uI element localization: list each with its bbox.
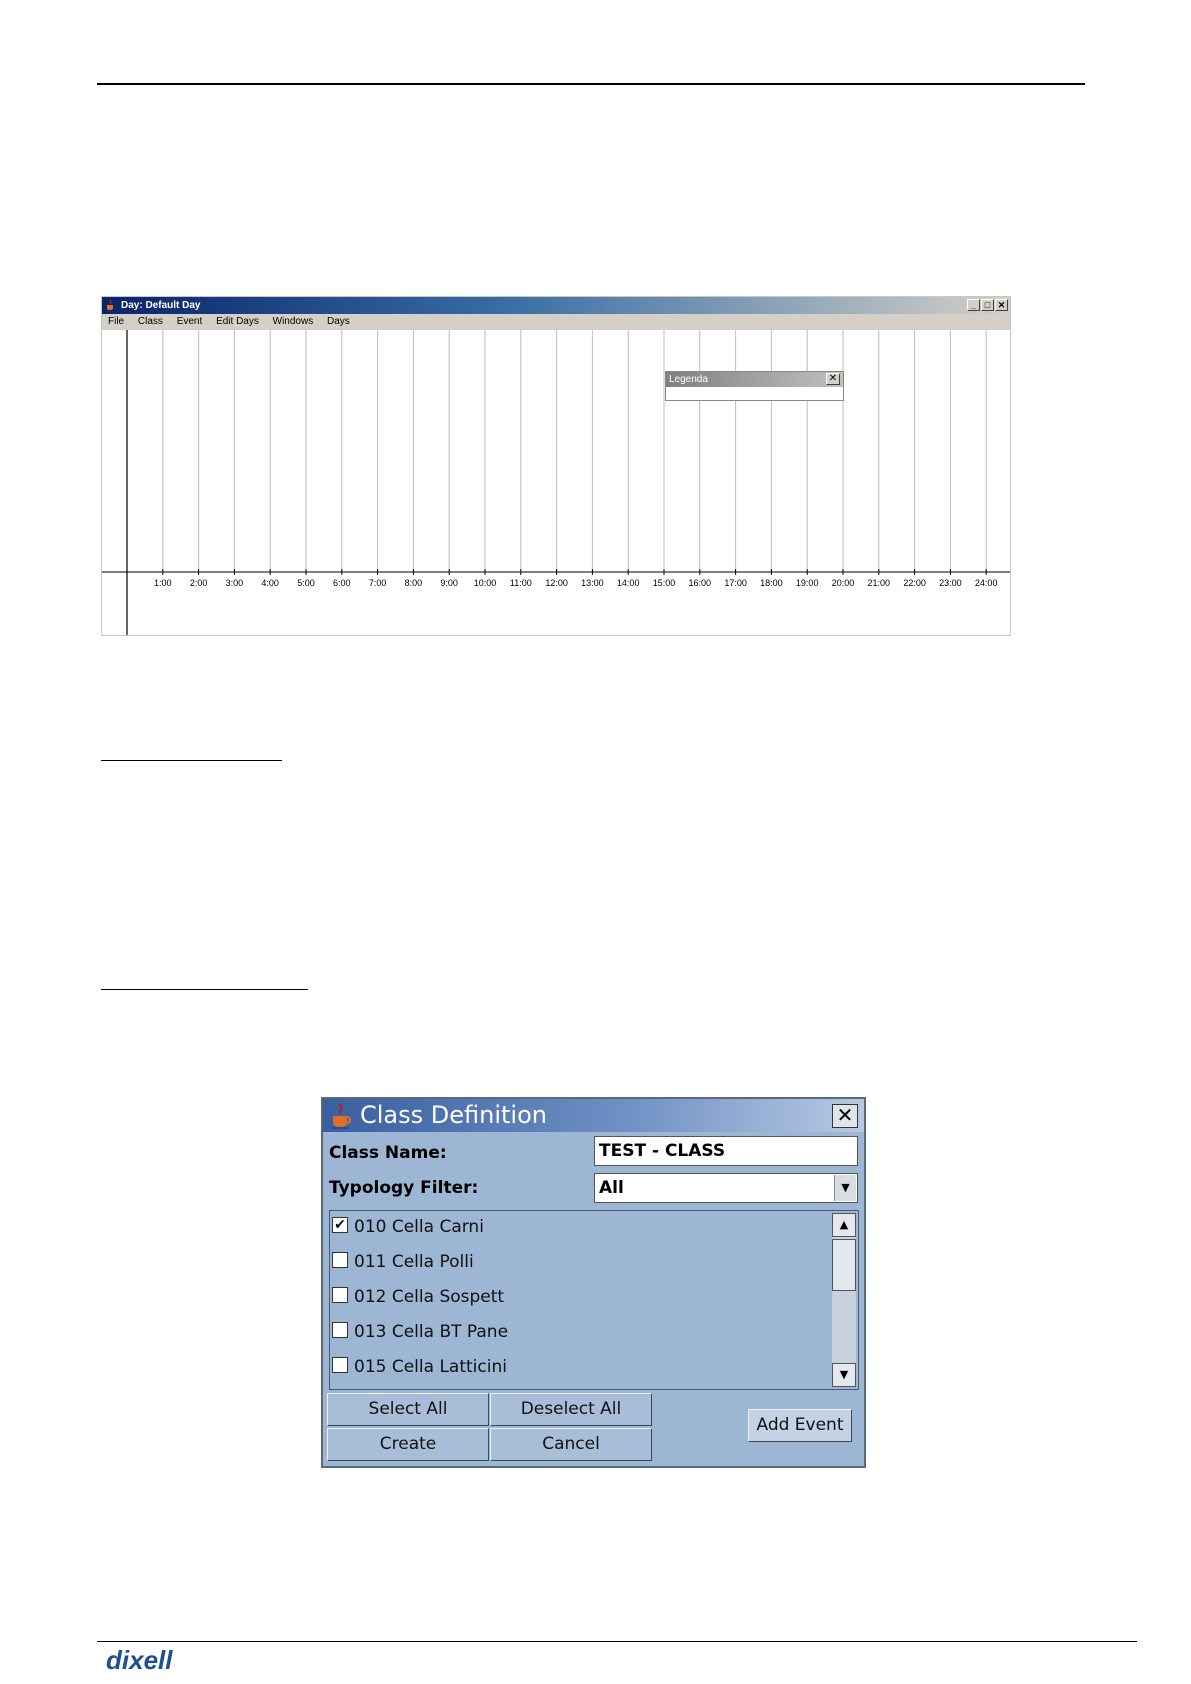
dialog-close-button[interactable]: ✕: [832, 1104, 858, 1128]
item-checkbox[interactable]: ✔: [332, 1217, 348, 1233]
hour-label: 3:00: [225, 578, 244, 588]
hour-label: 24:00: [974, 578, 998, 588]
hour-label: 21:00: [867, 578, 891, 588]
java-cup-icon: [105, 299, 117, 311]
hour-label: 2:00: [189, 578, 208, 588]
hour-label: 1:00: [154, 578, 172, 588]
hour-label: 10:00: [473, 578, 497, 588]
day-window: [101, 296, 1011, 636]
hour-label: 7:00: [368, 578, 387, 588]
typology-filter-select[interactable]: [594, 1173, 858, 1203]
hour-label: 23:00: [939, 578, 962, 588]
deselect-all-button[interactable]: Deselect All: [490, 1393, 652, 1426]
chevron-down-icon[interactable]: ▼: [834, 1175, 856, 1201]
legend-close-button[interactable]: ✕: [826, 373, 840, 385]
dialog-titlebar[interactable]: [323, 1099, 864, 1132]
item-checkbox[interactable]: [332, 1252, 348, 1268]
cancel-button[interactable]: Cancel: [490, 1428, 652, 1461]
device-list: [329, 1210, 859, 1390]
typology-filter-label: Typology Filter:: [329, 1178, 479, 1198]
legend-title: Legenda: [669, 374, 708, 385]
hour-label: 9:00: [440, 578, 458, 588]
close-button[interactable]: ✕: [995, 299, 1008, 311]
dixell-logo: [104, 1647, 200, 1675]
hour-label: 20:00: [831, 578, 855, 588]
hour-label: 14:00: [616, 578, 640, 588]
hour-label: 17:00: [724, 578, 747, 588]
class-name-input[interactable]: TEST - CLASS: [594, 1136, 858, 1166]
minimize-button[interactable]: _: [967, 299, 980, 311]
list-scrollbar[interactable]: [832, 1213, 856, 1387]
menu-edit-days[interactable]: Edit Days: [216, 316, 259, 327]
add-event-button[interactable]: Add Event: [748, 1409, 852, 1442]
day-timeline: [102, 330, 1010, 636]
list-item[interactable]: [332, 1247, 474, 1277]
item-label: 015 Cella Latticini: [354, 1357, 507, 1377]
footer-rule: [97, 1641, 1137, 1642]
list-item[interactable]: [332, 1352, 507, 1382]
class-name-label: Class Name:: [329, 1143, 447, 1163]
item-label: 011 Cella Polli: [354, 1252, 474, 1272]
item-checkbox[interactable]: [332, 1322, 348, 1338]
hour-label: 4:00: [261, 578, 279, 588]
menu-file[interactable]: File: [108, 316, 125, 327]
menu-event[interactable]: Event: [176, 316, 203, 327]
list-item[interactable]: [332, 1317, 508, 1347]
menu-days[interactable]: Days: [327, 316, 350, 327]
scroll-up-icon[interactable]: ▲: [832, 1213, 856, 1237]
hour-label: 22:00: [903, 578, 926, 588]
day-window-menubar: [102, 314, 1010, 330]
scroll-thumb[interactable]: [832, 1239, 856, 1291]
hour-label: 15:00: [652, 578, 676, 588]
header-rule: [97, 83, 1085, 85]
hour-label: 16:00: [688, 578, 712, 588]
item-label: 012 Cella Sospett: [354, 1287, 505, 1307]
hour-label: 6:00: [333, 578, 351, 588]
select-all-button[interactable]: Select All: [327, 1393, 489, 1426]
item-label: 010 Cella Carni: [354, 1217, 484, 1237]
create-button[interactable]: Create: [327, 1428, 489, 1461]
list-item[interactable]: [332, 1212, 484, 1242]
day-window-title: Day: Default Day: [121, 300, 201, 311]
java-cup-icon: [329, 1102, 355, 1130]
day-window-titlebar[interactable]: [102, 297, 1010, 314]
maximize-button[interactable]: □: [981, 299, 994, 311]
scroll-down-icon[interactable]: ▼: [832, 1363, 856, 1387]
legend-window: [665, 371, 844, 401]
hour-label: 19:00: [795, 578, 819, 588]
section-heading-underline-1: [101, 760, 282, 761]
dixell-logo-text: dixell: [106, 1647, 173, 1675]
hour-label: 18:00: [760, 578, 783, 588]
section-heading-underline-2: [101, 989, 308, 990]
menu-class[interactable]: Class: [137, 316, 163, 327]
hour-label: 12:00: [545, 578, 568, 588]
menu-windows[interactable]: Windows: [272, 316, 314, 327]
hour-label: 5:00: [297, 578, 315, 588]
hour-label: 8:00: [404, 578, 423, 588]
class-definition-dialog: [321, 1097, 866, 1468]
list-item[interactable]: [332, 1282, 504, 1312]
hour-label: 13:00: [581, 578, 604, 588]
dialog-title: Class Definition: [360, 1101, 547, 1129]
legend-titlebar[interactable]: [666, 372, 843, 387]
item-checkbox[interactable]: [332, 1357, 348, 1373]
hour-label: 11:00: [509, 578, 532, 588]
item-checkbox[interactable]: [332, 1287, 348, 1303]
typology-filter-value: All: [599, 1178, 624, 1198]
item-label: 013 Cella BT Pane: [354, 1322, 509, 1342]
